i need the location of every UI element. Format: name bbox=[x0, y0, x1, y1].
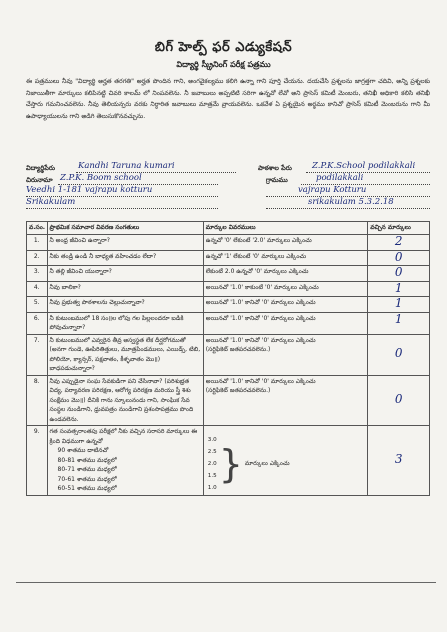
form-title: బిగ్ హెల్ప్ ఫర్ ఎడ్యుకేషన్ bbox=[154, 40, 293, 55]
row-mark-cell[interactable] bbox=[368, 375, 430, 426]
row-number: 2. bbox=[27, 250, 48, 266]
row-criteria: అయినచో '1.0' కానిచో '0' మార్కులు ఎక్కించు bbox=[205, 336, 316, 344]
scale-item: 1.0 bbox=[207, 484, 217, 491]
row-number: 3. bbox=[27, 266, 48, 282]
address-value-2[interactable]: Veedhi 1-181 vajrapu kotturu bbox=[26, 185, 153, 195]
table-row bbox=[27, 235, 430, 251]
scale-item: 2.0 bbox=[207, 460, 217, 467]
row-criteria: లేకుంటే 2.0 ఉన్నచో '0' మార్కులు ఎక్కించు bbox=[203, 266, 367, 282]
row-mark-cell[interactable] bbox=[368, 334, 430, 375]
table-row bbox=[27, 375, 430, 426]
grade-item: 70-61 శాతము మధ్యలో bbox=[57, 475, 117, 483]
student-name-label: విద్యార్థిపేరు bbox=[26, 164, 55, 172]
row-question: నీవు బాలికా? bbox=[47, 281, 203, 297]
row-mark: 0 bbox=[394, 392, 403, 406]
school-name-label: పాఠశాల పేరు bbox=[258, 164, 292, 172]
district-date-value[interactable]: srikakulam 5.3.2.18 bbox=[308, 197, 394, 207]
row-criteria: అయినచో '1.0' కానిచో '0' మార్కులు ఎక్కించు bbox=[205, 377, 316, 385]
row-mark-cell[interactable] bbox=[368, 281, 430, 297]
address-label: చిరునామా bbox=[26, 176, 53, 184]
brace-icon: } bbox=[218, 441, 243, 486]
table-row bbox=[27, 426, 430, 496]
grade-list bbox=[50, 446, 201, 494]
bottom-rule bbox=[16, 582, 436, 583]
village-label: గ్రామము bbox=[266, 176, 288, 184]
table-row bbox=[27, 334, 430, 375]
grade-item: 60-51 శాతము మధ్యలో bbox=[57, 485, 117, 492]
row-criteria: ఉన్నచో '0' లేకుంటే '2.0' మార్కులు ఎక్కించు bbox=[203, 235, 367, 251]
row-number: 5. bbox=[27, 297, 48, 313]
row-question: గత సంవత్సరాంతపు పరీక్షలో నీకు వచ్చిన సరాసరి మార్కులు ఈ క్రింది విధముగా ఉన్నచో bbox=[49, 428, 198, 445]
grade-item: 80-71 శాతము మధ్యలో bbox=[57, 466, 117, 473]
student-details bbox=[26, 161, 430, 212]
grade-item: 90 శాతము దాటినచో bbox=[57, 447, 109, 454]
row-number: 7. bbox=[27, 334, 48, 375]
row-mark-cell[interactable] bbox=[368, 235, 430, 251]
certificate-note: (సర్టిఫికెట్ జతపరచవలెను.) bbox=[205, 387, 271, 394]
row-mark-cell[interactable] bbox=[368, 312, 430, 334]
row-question: నీ కుటుంబములో 18 సం॥ల లోపు గల పిల్లలందరూ బడికి పోవుచున్నారా? bbox=[47, 312, 203, 334]
row-criteria-cell bbox=[203, 375, 367, 426]
header-marks: వచ్చిన మార్కులు bbox=[368, 222, 430, 235]
table-row bbox=[27, 297, 430, 313]
marks-scale-group bbox=[206, 434, 365, 494]
row-mark: 1 bbox=[394, 296, 403, 310]
row-criteria-cell bbox=[203, 426, 367, 496]
row-mark-cell[interactable] bbox=[368, 426, 430, 496]
row-question: నీ కుటుంబములో ఎవ్వరైన తీవ్ర అస్వస్థత లేక దీర్ఘరోగముతో (అనగా గుండె, ఊపిరితిత్తులు, మూత్రపిండములు, ఎయిడ్స్, టిబి, పోలియో, క్యాన్సర్, పక్షవాతం, కీళ్ళవాతం మొ॥) బాధపడుచున్నారా? bbox=[47, 334, 203, 375]
row-mark: 3 bbox=[394, 452, 403, 466]
row-criteria: మార్కులు ఎక్కించు bbox=[244, 459, 290, 467]
scale-item: 1.5 bbox=[207, 472, 217, 479]
student-name-value[interactable]: Kandhi Taruna kumari bbox=[78, 161, 175, 171]
row-number: 6. bbox=[27, 312, 48, 334]
row-question: నీవు ఎప్పుడైనా సంఘ సేవకుడిగా పని చేసినావా? (పరిశుభ్రత విద్య, పర్యావరణ పరిరక్షణ, ఆరోగ్య పరిరక్షణ మరియు స్త్రీ శిశు సంక్షేమం మొ॥) దీనికి గాను స్కూలునందు గాని, సాంఘిక సేవ సంస్థల నుండిగాని, ధ్రువపత్రం నుండిగాని ప్రశంసాపత్రము పొంది ఉండవలెను. bbox=[47, 375, 203, 426]
header-criteria: మార్కుల వివరములు bbox=[203, 222, 367, 235]
row-mark: 0 bbox=[394, 346, 403, 361]
header-serial: వ.సం. bbox=[27, 222, 48, 235]
row-mark-cell[interactable] bbox=[368, 250, 430, 266]
scale-item: 3.0 bbox=[207, 436, 217, 443]
instructions-paragraph: ఈ పత్రములు నీవు "విద్యార్థి అర్హత తరగతి" అర్హత పొందిన గాని, అంగవైకల్యము కలిగి ఉన్నా గాని పూర్తి చేయను. దయచేసి ప్రశ్నలను జాగ్రత్తగా చదివి, అన్ని ప్రశ్నలకు నిజాయితీగా మార్కులు కలిపినట్టి చివరి కాలమ్ లో నింపవలెను. నీ జవాబులు అప్పటిటి సరిగా ఉన్నవో లేవో అని ప్రాసెస్ కమిటీ మెంబరు, తనిఖీ అధికారి కలిసి తనిఖీ చేస్తారు గమనించవలెను. నీవు తెలియన్సరు వరకు నిర్ధారిత జవాబులు మాత్రమే వ్రాయవలెను. ఒకవేళ ఏ ప్రశ్నయైన అర్థము కానిచో ప్రాసెస్ కమిటీ మెంబరును గాని మీ ఉపాధ్యాయులను గాని అడిగి తెలుసుకొనవచ్చును. bbox=[26, 78, 430, 120]
address-value-3[interactable]: Srikakulam bbox=[26, 197, 76, 207]
row-criteria: ఉన్నచో '1' లేకుంటే '0' మార్కులు ఎక్కించు bbox=[203, 250, 367, 266]
row-question: నీ తల్లి జీవించి యున్నారా? bbox=[47, 266, 203, 282]
row-mark: 1 bbox=[394, 311, 403, 326]
table-row bbox=[27, 266, 430, 282]
row-question: నీవు ప్రభుత్వ పాఠశాలను చెల్లుచున్నావా? bbox=[47, 297, 203, 313]
table-header-row bbox=[27, 222, 430, 235]
row-number: 4. bbox=[27, 281, 48, 297]
row-question: నీ అంధ్ర జీవించి ఉన్నారా? bbox=[47, 235, 203, 251]
district-date-line bbox=[266, 208, 430, 209]
address-line-3 bbox=[26, 208, 218, 209]
header-question: ప్రాథమిక సమాచార వివరణ సంగతులు bbox=[47, 222, 203, 235]
village-value[interactable]: podilakkali bbox=[316, 173, 364, 183]
marks-scale bbox=[206, 434, 217, 494]
form-subtitle: విద్యార్థి స్క్రీనింగ్ పరీక్ష పత్రము bbox=[176, 60, 271, 69]
row-mark: 2 bbox=[394, 234, 403, 248]
table-row bbox=[27, 250, 430, 266]
table-row bbox=[27, 281, 430, 297]
certificate-note: (సర్టిఫికెట్ జతపరచవలెను.) bbox=[205, 346, 271, 353]
row-number: 9. bbox=[27, 426, 48, 496]
table-row bbox=[27, 312, 430, 334]
row-question: నీకు తండ్రి ఉండి నీ బాధ్యత వహించడం లేదా? bbox=[47, 250, 203, 266]
row-criteria: అయినచో '1.0' కాకుంటే '0' మార్కులు ఎక్కించు bbox=[203, 281, 367, 297]
mandal-value[interactable]: vajrapu Kotturu bbox=[298, 185, 367, 195]
row-mark-cell[interactable] bbox=[368, 266, 430, 282]
row-mark-cell[interactable] bbox=[368, 297, 430, 313]
row-criteria: అయినచో '1.0' కానిచో '0' మార్కులు ఎక్కించు bbox=[203, 297, 367, 313]
screening-table bbox=[26, 221, 430, 496]
grade-item: 80-81 శాతము మధ్యలో bbox=[57, 456, 117, 464]
row-question-cell bbox=[47, 426, 203, 496]
row-mark: 0 bbox=[394, 265, 403, 279]
scale-item: 2.5 bbox=[207, 448, 217, 455]
row-mark: 0 bbox=[394, 249, 403, 264]
address-value-1[interactable]: Z.P.K. Boom school bbox=[60, 173, 142, 183]
school-name-value[interactable]: Z.P.K.School podilakkali bbox=[312, 161, 416, 171]
row-number: 1. bbox=[27, 235, 48, 251]
row-criteria: అయినచో '1.0' కానిచో '0' మార్కులు ఎక్కించు bbox=[203, 312, 367, 334]
row-criteria-cell bbox=[203, 334, 367, 375]
row-number: 8. bbox=[27, 375, 48, 426]
row-mark: 1 bbox=[394, 280, 403, 295]
